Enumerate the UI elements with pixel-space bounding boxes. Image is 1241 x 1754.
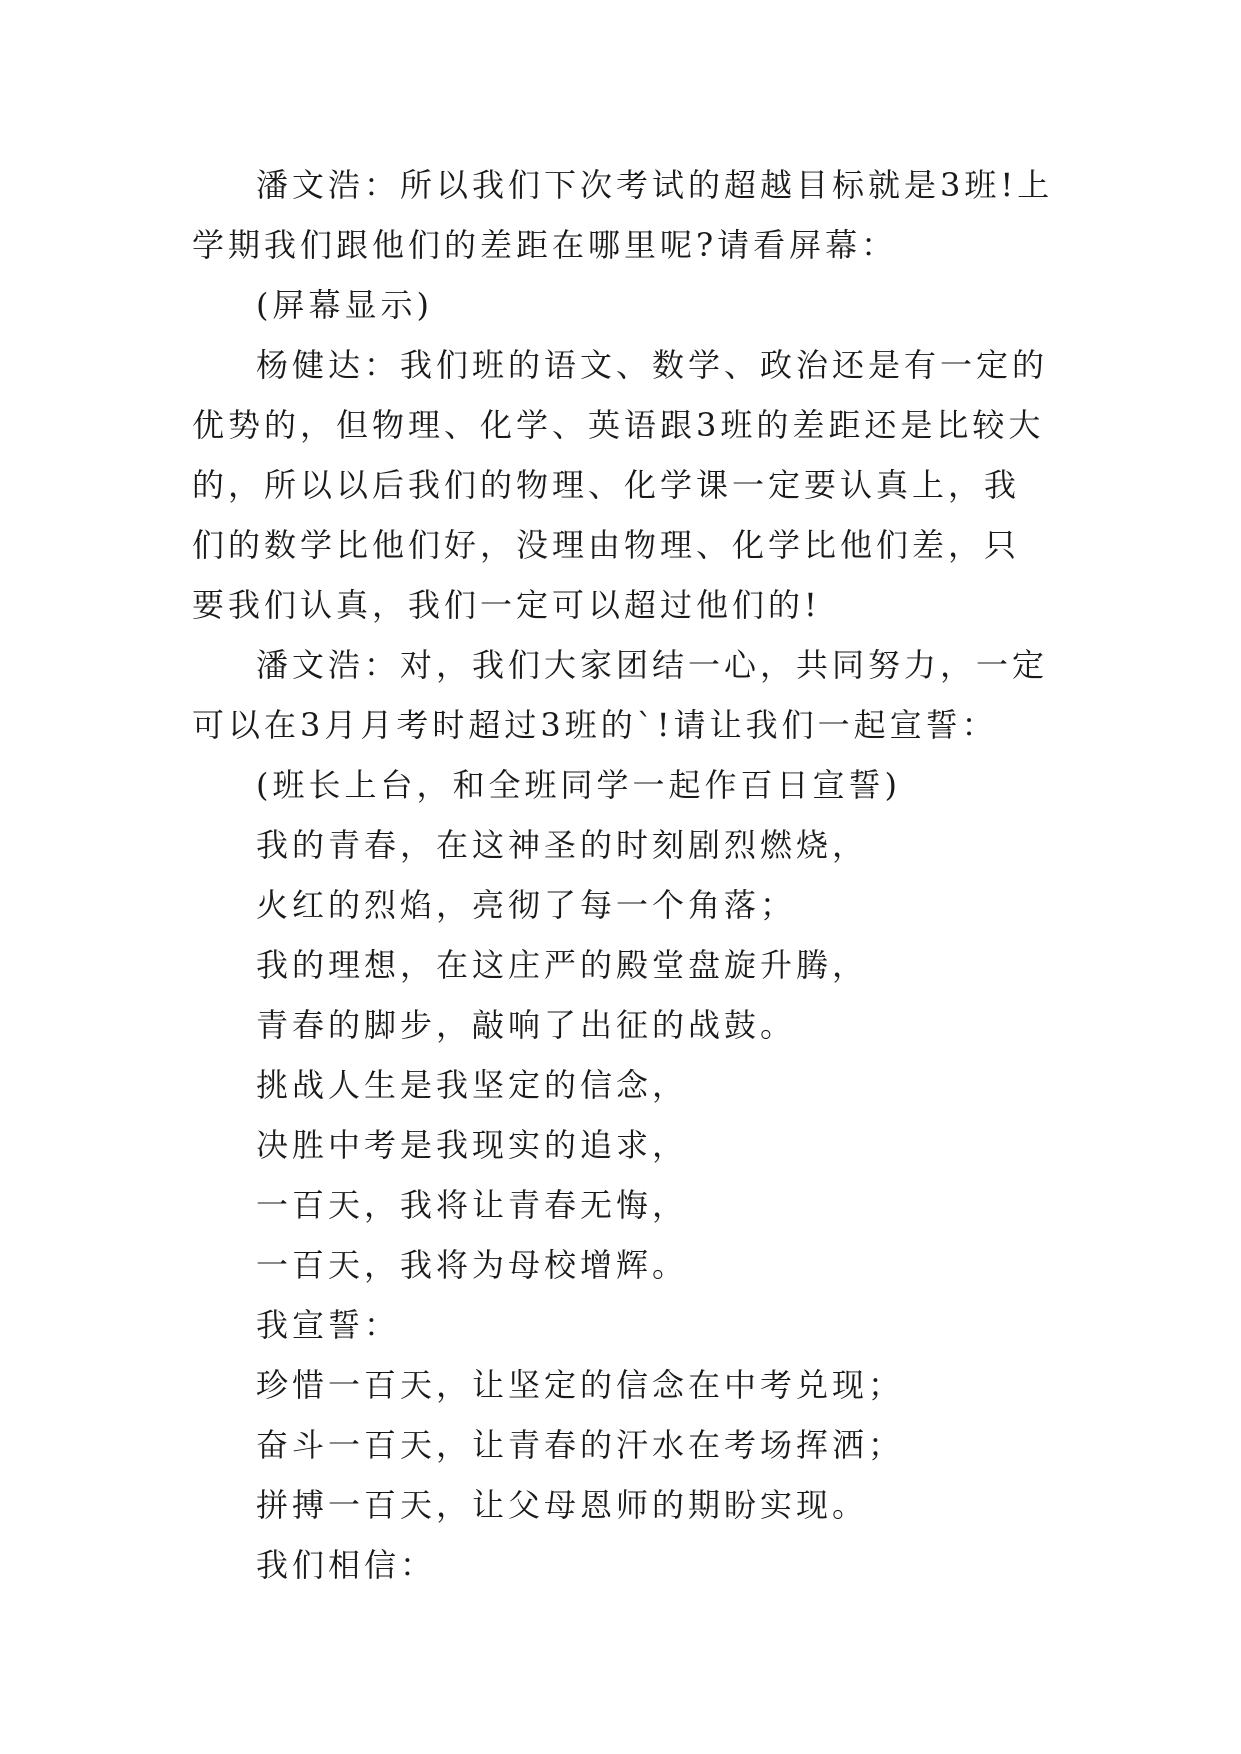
oath-line: 我的青春，在这神圣的时刻剧烈燃烧， [256, 826, 869, 864]
oath-line: 我的理想，在这庄严的殿堂盘旋升腾， [256, 946, 869, 984]
oath-line: 火红的烈焰，亮彻了每一个角落； [256, 886, 797, 924]
paragraph-unite-and-oath: 潘文浩：对，我们大家团结一心，共同努力，一定可以在3月月考时超过3班的`!请让我们一起宣誓： [192, 646, 1049, 744]
paragraph-screen-display: (屏幕显示) [256, 286, 433, 324]
paragraph-stage-direction: (班长上台，和全班同学一起作百日宣誓) [256, 766, 901, 804]
oath-line: 青春的脚步，敲响了出征的战鼓。 [256, 1006, 797, 1044]
oath-line: 拼搏一百天，让父母恩师的期盼实现。 [256, 1486, 869, 1524]
oath-line: 奋斗一百天，让青春的汗水在考场挥洒； [256, 1426, 905, 1464]
document-body [192, 155, 1054, 1595]
paragraph-subject-comparison: 杨健达：我们班的语文、数学、政治还是有一定的优势的，但物理、化学、英语跟3班的差距还是比较大的，所以以后我们的物理、化学课一定要认真上，我们的数学比他们好，没理由物理、化学比他们差，只要我们认真，我们一定可以超过他们的! [192, 346, 1049, 624]
oath-heading: 我宣誓： [256, 1306, 401, 1344]
oath-line: 一百天，我将为母校增辉。 [256, 1246, 689, 1284]
belief-heading: 我们相信： [256, 1546, 437, 1584]
paragraph-target-class: 潘文浩：所以我们下次考试的超越目标就是3班!上学期我们跟他们的差距在哪里呢?请看屏幕： [192, 166, 1054, 264]
oath-line: 一百天，我将让青春无悔， [256, 1186, 689, 1224]
oath-line: 挑战人生是我坚定的信念， [256, 1066, 689, 1104]
oath-line: 决胜中考是我现实的追求， [256, 1126, 689, 1164]
oath-line: 珍惜一百天，让坚定的信念在中考兑现； [256, 1366, 905, 1404]
